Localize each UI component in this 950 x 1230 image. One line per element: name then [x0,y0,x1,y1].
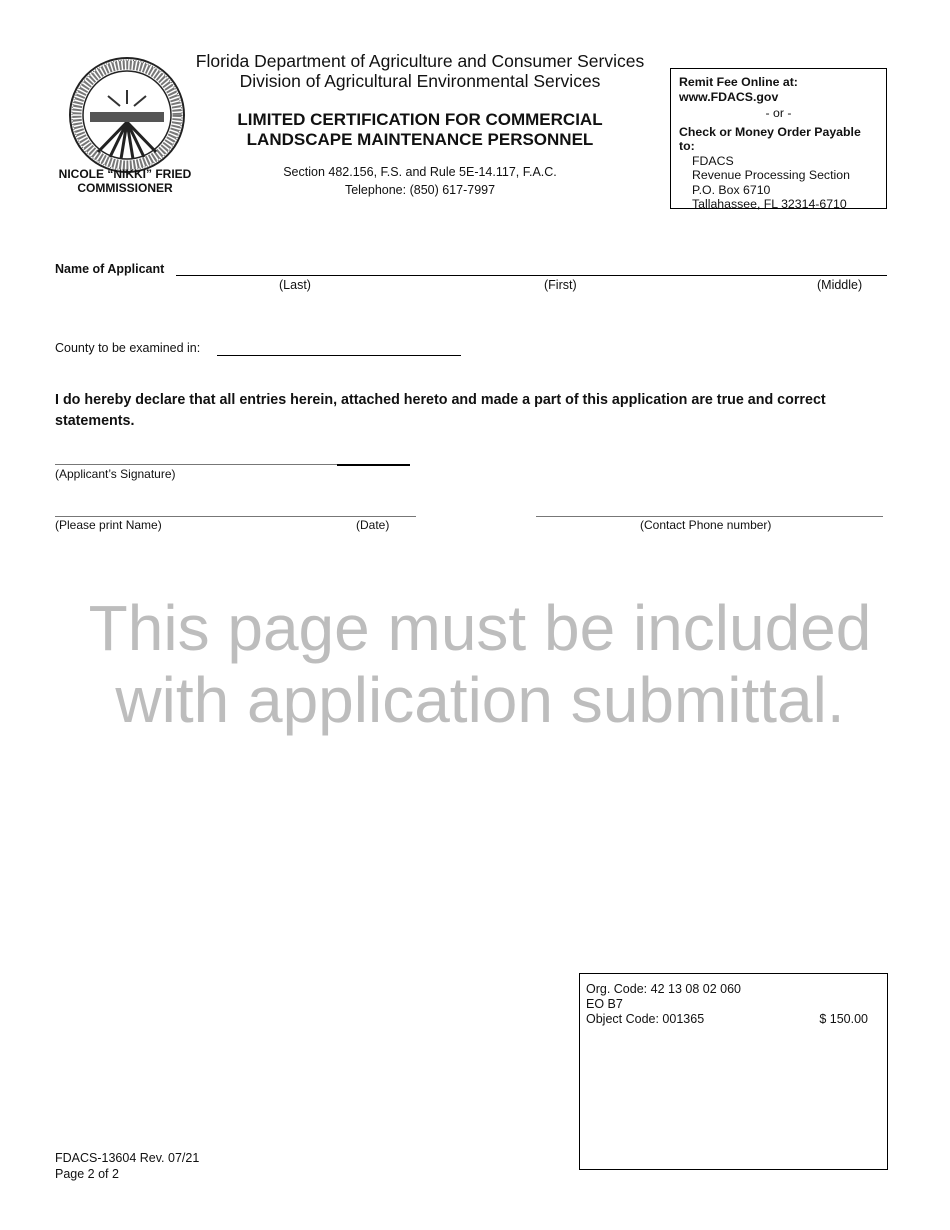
declaration-statement: I do hereby declare that all entries herein, attached hereto and made a part of this application are true and correct statements. [55,392,826,429]
applicant-name-field[interactable] [176,260,887,276]
date-caption: (Date) [356,518,390,532]
watermark-line-2: with application submittal. [115,664,845,736]
division-name: Division of Agricultural Environmental Services [239,71,601,91]
print-name-caption: (Please print Name) [55,518,162,532]
address-line: Revenue Processing Section [692,168,850,182]
fee-amount: $ 150.00 [819,1012,868,1026]
middle-name-caption: (Middle) [817,278,863,292]
form-number: FDACS-13604 Rev. 07/21 [55,1151,200,1165]
title-line-2: LANDSCAPE MAINTENANCE PERSONNEL [246,130,594,149]
contact-phone-field[interactable] [536,504,883,517]
page-number: Page 2 of 2 [55,1167,119,1181]
county-field[interactable] [217,340,461,356]
form-title [170,110,670,150]
org-code: Org. Code: 42 13 08 02 060 [586,982,741,996]
remit-or: - or - [765,106,792,120]
agency-header [170,51,670,91]
department-name: Florida Department of Agriculture and Consumer Services [195,51,645,71]
county-label: County to be examined in: [55,341,201,355]
eo-code: EO B7 [586,997,623,1011]
commissioner-name: NICOLE “NIKKI” FRIED [58,167,192,181]
print-name-date-field[interactable] [55,504,416,517]
telephone: Telephone: (850) 617-7997 [344,183,496,197]
footer [55,1150,199,1182]
remit-online-url[interactable]: www.FDACS.gov [679,89,779,104]
signature-field-extension [337,451,410,466]
office-use-box [579,973,888,1170]
remit-fee-box [670,68,887,209]
fdacs-seal-logo [68,56,186,174]
watermark-line-1: This page must be included [88,592,872,664]
address-line: Tallahassee, FL 32314-6710 [692,197,847,211]
address-line: FDACS [692,153,734,168]
contact-phone-caption: (Contact Phone number) [640,518,772,532]
check-payable-label: Check or Money Order Payable to: [679,124,861,153]
name-of-applicant-label: Name of Applicant [55,262,165,276]
commissioner-title: COMMISSIONER [77,181,173,195]
signature-field[interactable] [55,452,337,465]
statute-reference: Section 482.156, F.S. and Rule 5E-14.117, F.A.C. [283,165,557,179]
submittal-watermark [40,592,920,736]
first-name-caption: (First) [544,278,577,292]
title-line-1: LIMITED CERTIFICATION FOR COMMERCIAL [237,110,603,129]
remit-online-label: Remit Fee Online at: [679,75,798,89]
object-code: Object Code: 001365 [586,1012,705,1026]
statute-block [170,163,670,199]
signature-caption: (Applicant’s Signature) [55,467,176,481]
last-name-caption: (Last) [279,278,311,292]
address-line: P.O. Box 6710 [692,182,771,197]
